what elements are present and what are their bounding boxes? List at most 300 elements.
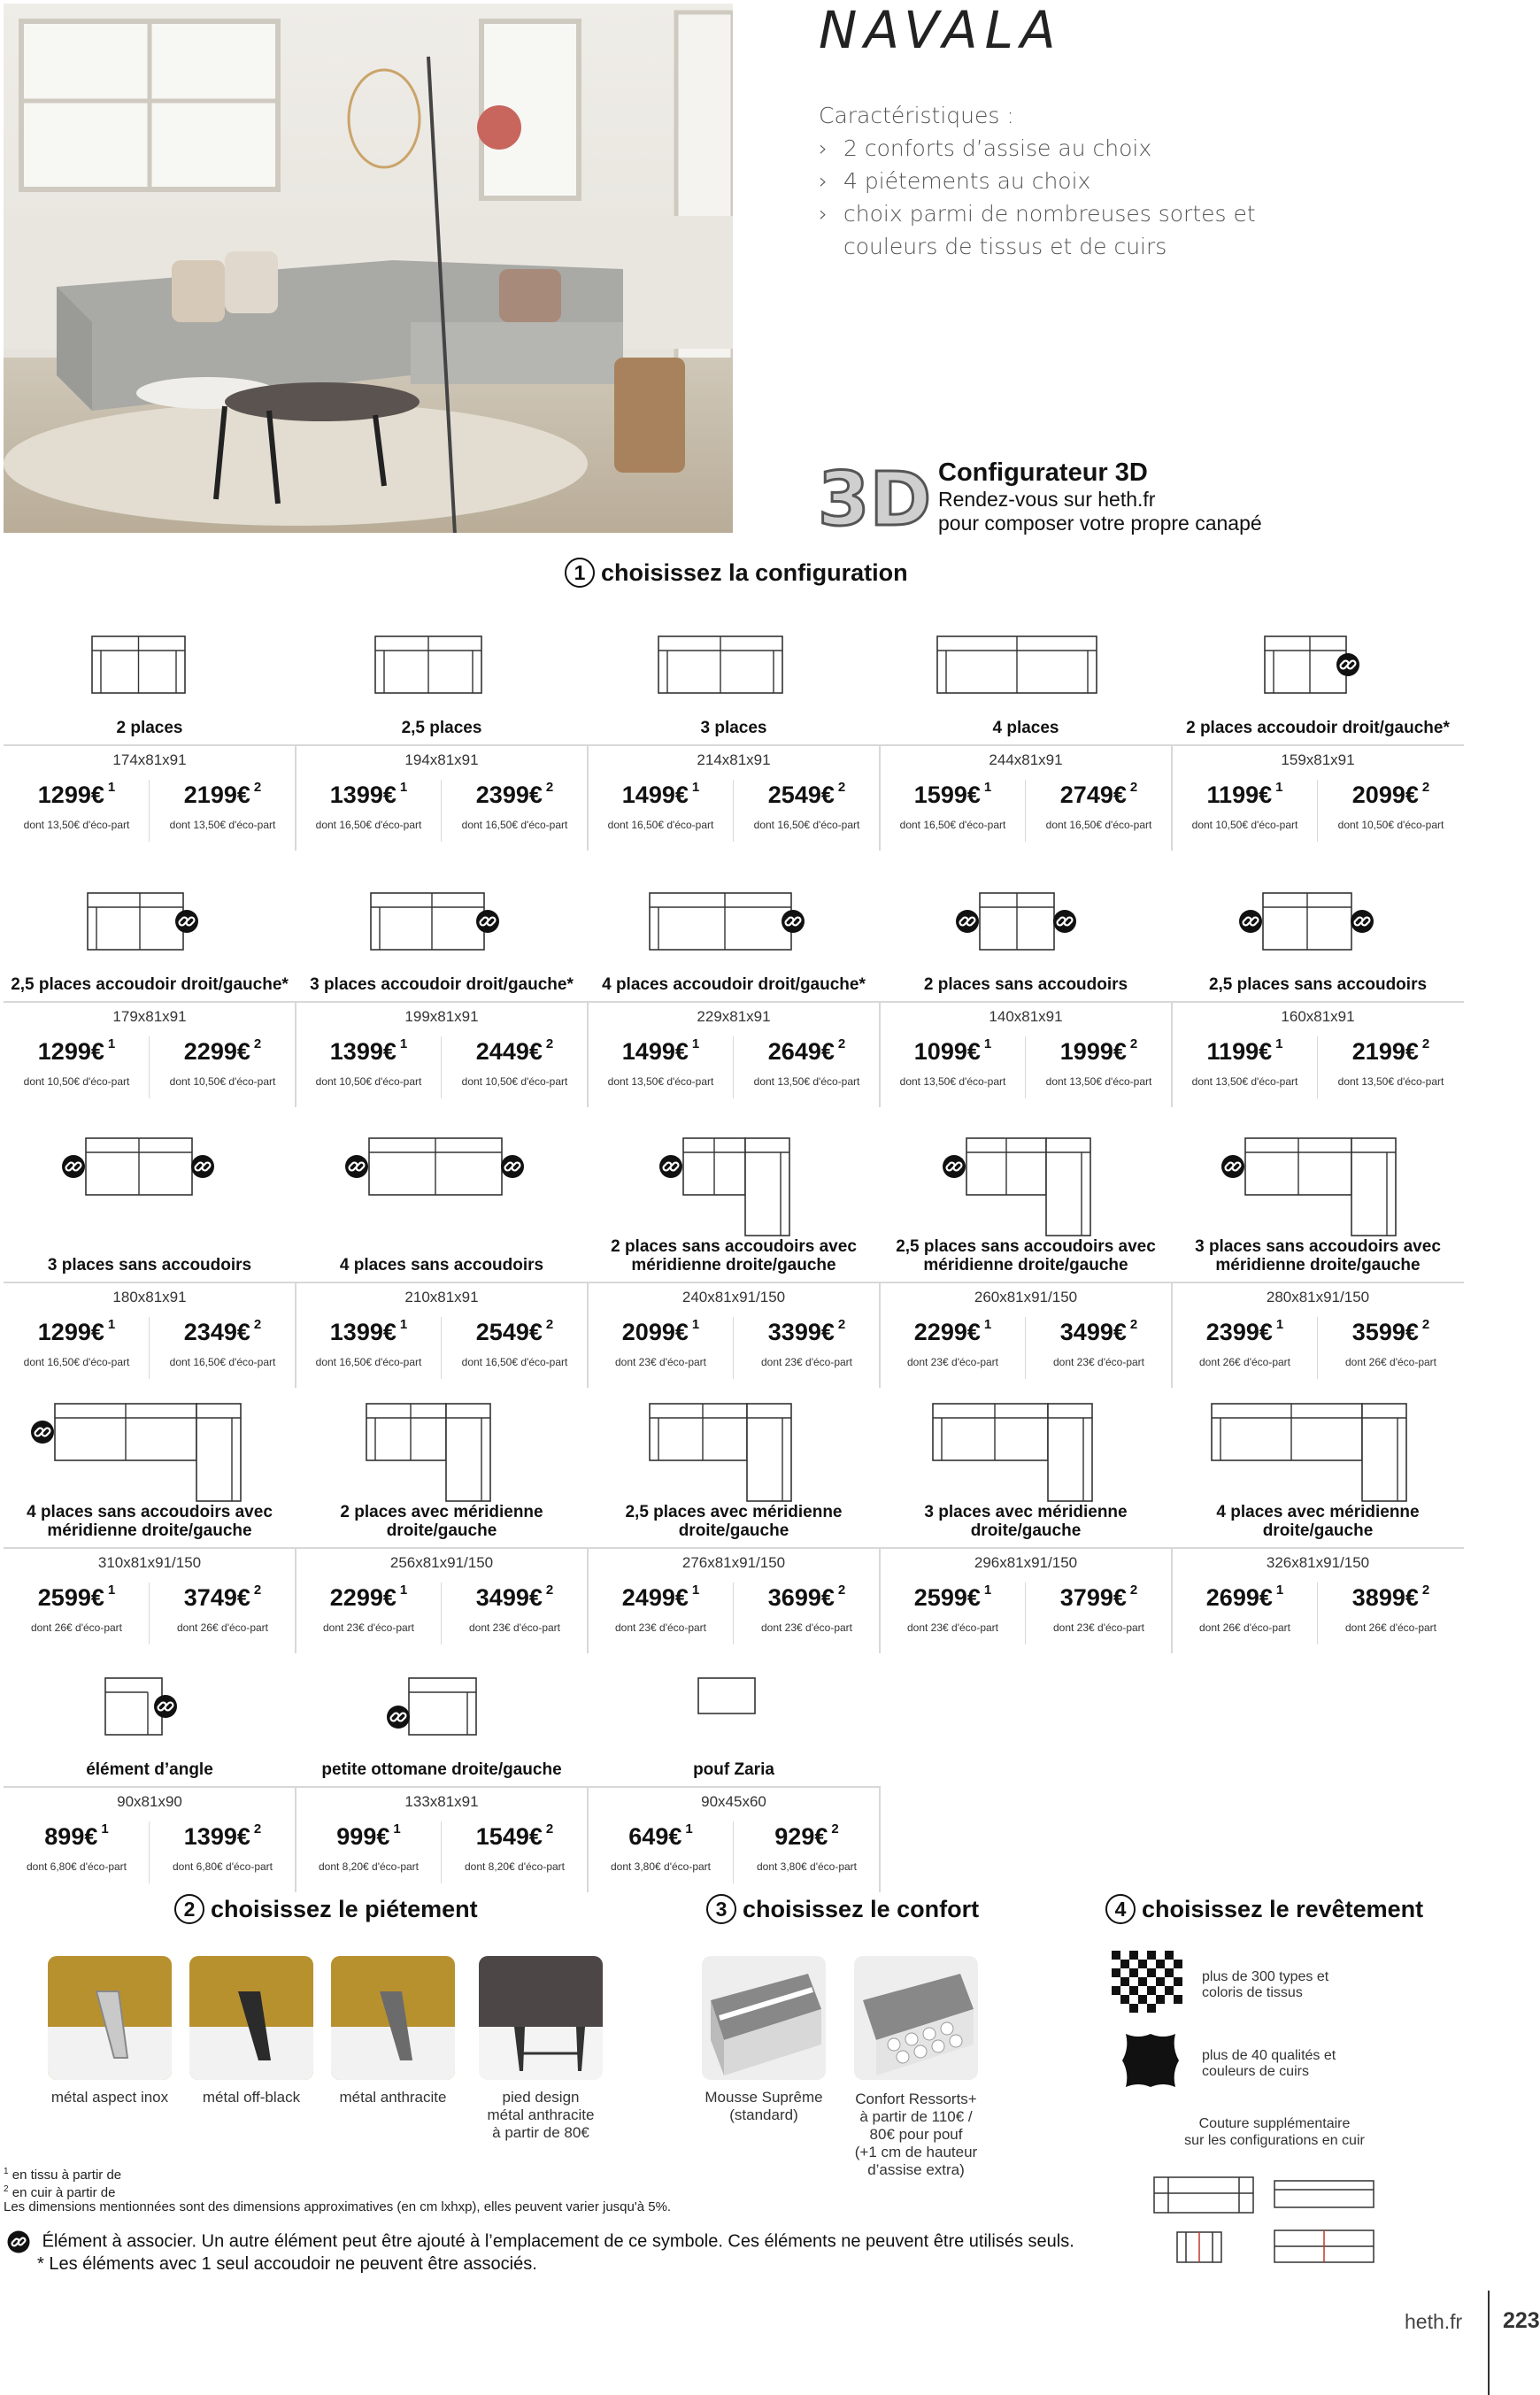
config-cell[interactable] <box>296 1407 588 1646</box>
eco-part-leather: dont 13,50€ d'éco-part <box>753 1075 860 1088</box>
eco-part-leather: dont 13,50€ d'éco-part <box>1337 1075 1444 1088</box>
price-leather <box>442 782 588 809</box>
price-mark: 1 <box>107 780 116 795</box>
link-icon <box>387 1706 410 1729</box>
fabric-texture-icon <box>1108 1947 1184 2018</box>
eco-part-leather: dont 8,20€ d'éco-part <box>464 1860 566 1873</box>
price-fabric <box>1172 1319 1318 1346</box>
price-mark: 1 <box>393 1821 401 1837</box>
comfort-swatch-springs[interactable] <box>854 1956 978 2080</box>
link-icon <box>943 1155 966 1178</box>
price-value: 2099€ <box>621 1319 689 1345</box>
eco-part-fabric: dont 26€ d'éco-part <box>1198 1356 1291 1368</box>
eco-part-leather: dont 10,50€ d'éco-part <box>461 1075 568 1088</box>
price-leather <box>442 1584 588 1612</box>
step-number: 4 <box>1105 1894 1136 1924</box>
price-leather <box>734 1584 880 1612</box>
price-mark: 1 <box>399 1317 408 1332</box>
price-mark: 2 <box>253 1583 262 1598</box>
price-value: 1299€ <box>37 1319 104 1345</box>
row-divider <box>880 1282 1172 1283</box>
link-icon <box>345 1155 368 1178</box>
price-mark: 1 <box>983 1317 992 1332</box>
price-mark: 1 <box>1275 1317 1284 1332</box>
sofa-configuration-icon <box>924 1395 1128 1510</box>
config-label: élément d’angle <box>86 1760 213 1779</box>
config-cell[interactable] <box>1172 615 1464 854</box>
config-dimensions: 260x81x91/150 <box>974 1289 1078 1305</box>
price-leather <box>734 1319 880 1346</box>
logo-3d-text: 3D <box>818 456 931 535</box>
price-fabric <box>296 1584 442 1612</box>
price-mark: 2 <box>545 1036 554 1051</box>
price-value: 1099€ <box>913 1038 981 1065</box>
config-label: 3 places avec méridienne droite/gauche <box>924 1503 1128 1540</box>
leg-caption: métal anthracite <box>339 2089 447 2106</box>
eco-part-fabric: dont 23€ d'éco-part <box>906 1356 999 1368</box>
config-cell[interactable] <box>588 872 880 1111</box>
config-label: 3 places <box>700 719 767 737</box>
config-label: 2 places sans accoudoirs <box>923 975 1128 994</box>
price-value: 2649€ <box>767 1038 835 1065</box>
page-number: 223 <box>1503 2308 1540 2333</box>
link-icon <box>956 910 979 933</box>
price-fabric <box>588 1319 734 1346</box>
row-divider <box>1172 1001 1464 1003</box>
price-mark: 2 <box>837 1036 846 1051</box>
config-cell[interactable] <box>296 1646 588 1885</box>
eco-part-fabric: dont 16,50€ d'éco-part <box>23 1356 130 1368</box>
config-dimensions: 280x81x91/150 <box>1266 1289 1370 1305</box>
features-heading: Caractéristiques : <box>819 103 1014 128</box>
eco-part-fabric: dont 13,50€ d'éco-part <box>1191 1075 1298 1088</box>
eco-part-fabric: dont 16,50€ d'éco-part <box>315 1356 422 1368</box>
price-value: 1549€ <box>475 1823 543 1850</box>
price-mark: 2 <box>1421 1583 1430 1598</box>
config-label: 4 places sans accoudoirs <box>339 1256 544 1275</box>
eco-part-leather: dont 10,50€ d'éco-part <box>1337 819 1444 831</box>
stitch-caption: Couture supplémentaire sur les configurations en cuir <box>1184 2116 1365 2148</box>
price-mark: 2 <box>253 1821 262 1837</box>
link-icon <box>191 1155 214 1178</box>
price-mark: 2 <box>1129 1317 1138 1332</box>
price-leather <box>150 782 296 809</box>
config-label: 4 places avec méridienne droite/gauche <box>1216 1503 1420 1540</box>
row-divider <box>4 744 296 746</box>
config-cell[interactable] <box>4 872 296 1111</box>
config-label: 2 places sans accoudoirs avec méridienne droite/gauche <box>611 1237 857 1275</box>
eco-part-leather: dont 23€ d'éco-part <box>760 1356 853 1368</box>
step-label: choisissez le confort <box>743 1895 980 1922</box>
config-label: 2,5 places sans accoudoirs <box>1208 975 1428 994</box>
price-mark: 1 <box>1275 780 1283 795</box>
price-leather <box>734 1823 880 1851</box>
price-value: 2549€ <box>475 1319 543 1345</box>
price-mark: 1 <box>399 1583 408 1598</box>
eco-part-fabric: dont 10,50€ d'éco-part <box>23 1075 130 1088</box>
price-value: 1399€ <box>329 1319 397 1345</box>
price-mark: 2 <box>545 1583 554 1598</box>
price-leather <box>1318 1584 1464 1612</box>
eco-part-fabric: dont 13,50€ d'éco-part <box>23 819 130 831</box>
step-1-heading <box>565 558 908 588</box>
price-mark: 2 <box>1421 780 1430 795</box>
row-divider <box>588 1282 880 1283</box>
row-divider <box>588 1786 880 1788</box>
eco-part-leather: dont 23€ d'éco-part <box>1052 1621 1145 1634</box>
eco-part-leather: dont 16,50€ d'éco-part <box>169 1356 276 1368</box>
link-icon <box>1336 653 1359 676</box>
eco-part-leather: dont 26€ d'éco-part <box>1344 1621 1437 1634</box>
price-fabric <box>588 1823 734 1851</box>
row-divider <box>296 1001 588 1003</box>
config-dimensions: 199x81x91 <box>404 1008 479 1025</box>
price-mark: 2 <box>1129 780 1138 795</box>
config-dimensions: 326x81x91/150 <box>1266 1554 1370 1571</box>
row-divider <box>296 1282 588 1283</box>
price-leather <box>442 1319 588 1346</box>
features-list <box>819 99 1256 263</box>
link-icon <box>1221 1155 1244 1178</box>
config-label: 2,5 places sans accoudoirs avec méridienne droite/gauche <box>896 1237 1156 1275</box>
price-mark: 1 <box>983 1583 992 1598</box>
price-fabric <box>588 1584 734 1612</box>
price-value: 2399€ <box>1205 1319 1273 1345</box>
leg-swatch-inox[interactable] <box>48 1956 172 2080</box>
price-fabric <box>4 1584 150 1612</box>
price-leather <box>1026 782 1172 809</box>
price-mark: 2 <box>545 780 554 795</box>
stitch-examples-icon <box>1151 2172 1381 2278</box>
price-leather <box>1026 1584 1172 1612</box>
price-mark: 1 <box>399 1036 408 1051</box>
price-fabric <box>296 1038 442 1066</box>
price-value: 3499€ <box>475 1584 543 1611</box>
sofa-configuration-icon <box>61 1129 238 1244</box>
price-leather <box>442 1823 588 1851</box>
price-fabric <box>1172 1584 1318 1612</box>
config-label: 4 places sans accoudoirs avec méridienne droite/gauche <box>27 1503 273 1540</box>
config-cell[interactable] <box>4 1142 296 1381</box>
sofa-configuration-icon <box>641 1395 827 1510</box>
price-value: 1599€ <box>913 782 981 808</box>
config-cell[interactable] <box>880 1407 1172 1646</box>
eco-part-leather: dont 26€ d'éco-part <box>176 1621 269 1634</box>
config-cell[interactable] <box>296 1142 588 1381</box>
feature-item: couleurs de tissus et de cuirs <box>843 234 1167 259</box>
link-icon <box>659 1155 682 1178</box>
config-label: 4 places accoudoir droit/gauche* <box>602 975 866 994</box>
config-cell[interactable] <box>588 1646 880 1885</box>
price-mark: 1 <box>107 1036 116 1051</box>
price-value: 2199€ <box>1351 1038 1419 1065</box>
price-value: 3799€ <box>1059 1584 1127 1611</box>
sofa-configuration-icon <box>344 1129 539 1244</box>
price-mark: 1 <box>691 1317 700 1332</box>
eco-part-leather: dont 16,50€ d'éco-part <box>1045 819 1152 831</box>
config-dimensions: 310x81x91/150 <box>97 1554 202 1571</box>
eco-part-fabric: dont 8,20€ d'éco-part <box>318 1860 420 1873</box>
config-dimensions: 244x81x91 <box>989 751 1063 768</box>
row-divider <box>296 1547 588 1549</box>
price-value: 1199€ <box>1206 1038 1273 1065</box>
config-dimensions: 133x81x91 <box>404 1793 479 1810</box>
price-value: 2299€ <box>329 1584 397 1611</box>
price-value: 2199€ <box>183 782 250 808</box>
eco-part-leather: dont 16,50€ d'éco-part <box>461 819 568 831</box>
sofa-configuration-icon <box>658 1129 809 1244</box>
config-dimensions: 179x81x91 <box>112 1008 187 1025</box>
price-fabric <box>880 1584 1026 1612</box>
link-icon <box>31 1421 54 1444</box>
price-fabric <box>4 782 150 809</box>
row-divider <box>588 744 880 746</box>
eco-part-leather: dont 13,50€ d'éco-part <box>1045 1075 1152 1088</box>
sofa-configuration-icon <box>30 1395 269 1510</box>
price-fabric <box>296 1319 442 1346</box>
price-value: 3499€ <box>1059 1319 1127 1345</box>
price-leather <box>1318 1038 1464 1066</box>
price-value: 3699€ <box>767 1584 835 1611</box>
eco-part-leather: dont 23€ d'éco-part <box>1052 1356 1145 1368</box>
price-value: 2099€ <box>1351 782 1419 808</box>
price-mark: 1 <box>1275 1583 1284 1598</box>
price-leather <box>150 1319 296 1346</box>
link-icon <box>175 910 198 933</box>
price-mark: 2 <box>837 1317 846 1332</box>
eco-part-fabric: dont 6,80€ d'éco-part <box>26 1860 127 1873</box>
price-fabric <box>1172 782 1318 809</box>
price-mark: 1 <box>1275 1036 1283 1051</box>
eco-part-leather: dont 16,50€ d'éco-part <box>753 819 860 831</box>
row-divider <box>4 1001 296 1003</box>
configurator-title: Configurateur 3D <box>938 458 1148 487</box>
row-divider <box>588 1001 880 1003</box>
price-fabric <box>4 1038 150 1066</box>
price-fabric <box>880 1319 1026 1346</box>
config-label: 3 places sans accoudoirs avec méridienne droite/gauche <box>1195 1237 1441 1275</box>
config-dimensions: 296x81x91/150 <box>974 1554 1078 1571</box>
price-value: 2599€ <box>37 1584 104 1611</box>
link-icon <box>1351 910 1374 933</box>
config-dimensions: 194x81x91 <box>404 751 479 768</box>
price-value: 1399€ <box>329 782 397 808</box>
feature-item: › 2 conforts d’assise au choix <box>819 132 1256 165</box>
config-dimensions: 276x81x91/150 <box>681 1554 786 1571</box>
link-icon <box>1239 910 1262 933</box>
config-cell[interactable] <box>296 615 588 854</box>
sofa-configuration-icon <box>942 1129 1110 1244</box>
link-icon <box>782 910 805 933</box>
link-icon <box>501 1155 524 1178</box>
price-fabric <box>4 1319 150 1346</box>
price-mark: 2 <box>253 1036 262 1051</box>
eco-part-leather: dont 13,50€ d'éco-part <box>169 819 276 831</box>
eco-part-fabric: dont 16,50€ d'éco-part <box>899 819 1006 831</box>
config-cell[interactable] <box>4 615 296 854</box>
sofa-configuration-icon <box>358 1395 526 1510</box>
price-leather <box>442 1038 588 1066</box>
row-divider <box>588 1547 880 1549</box>
eco-part-fabric: dont 23€ d'éco-part <box>906 1621 999 1634</box>
price-value: 2749€ <box>1059 782 1127 808</box>
config-cell[interactable] <box>880 615 1172 854</box>
price-mark: 2 <box>545 1821 554 1837</box>
config-dimensions: 214x81x91 <box>697 751 771 768</box>
config-label: 2 places <box>116 719 183 737</box>
price-leather <box>150 1038 296 1066</box>
price-mark: 2 <box>253 1317 262 1332</box>
eco-part-fabric: dont 23€ d'éco-part <box>322 1621 415 1634</box>
link-icon <box>7 2230 30 2253</box>
footer-divider <box>1488 2291 1490 2395</box>
leather-caption: plus de 40 qualités et couleurs de cuirs <box>1202 2048 1336 2079</box>
config-cell[interactable] <box>4 1407 296 1646</box>
config-cell[interactable] <box>588 615 880 854</box>
config-dimensions: 229x81x91 <box>697 1008 771 1025</box>
eco-part-fabric: dont 23€ d'éco-part <box>614 1356 707 1368</box>
price-leather <box>1026 1319 1172 1346</box>
eco-part-fabric: dont 13,50€ d'éco-part <box>607 1075 714 1088</box>
config-label: 2 places accoudoir droit/gauche* <box>1186 719 1450 737</box>
eco-part-leather: dont 3,80€ d'éco-part <box>756 1860 858 1873</box>
price-fabric <box>880 1038 1026 1066</box>
price-value: 1199€ <box>1206 782 1273 808</box>
config-cell[interactable] <box>4 1646 296 1885</box>
price-leather <box>1318 782 1464 809</box>
price-mark: 1 <box>107 1317 116 1332</box>
row-divider <box>4 1786 296 1788</box>
config-cell[interactable] <box>880 1142 1172 1381</box>
price-mark: 1 <box>691 1036 700 1051</box>
config-label: 2,5 places <box>401 719 482 737</box>
row-divider <box>880 1001 1172 1003</box>
leg-swatch-anthracite[interactable] <box>331 1956 455 2080</box>
leg-swatch-off-black[interactable] <box>189 1956 313 2080</box>
configurator-block <box>938 458 1262 535</box>
price-leather <box>150 1584 296 1612</box>
footer-site: heth.fr <box>1405 2310 1463 2333</box>
step-label: choisissez le revêtement <box>1142 1895 1424 1922</box>
step-number: 3 <box>706 1894 736 1924</box>
price-value: 1299€ <box>37 1038 104 1065</box>
configurator-3d-icon[interactable] <box>816 456 931 535</box>
price-mark: 1 <box>101 1821 109 1837</box>
link-icon <box>62 1155 85 1178</box>
fabric-caption: plus de 300 types et coloris de tissus <box>1202 1969 1329 2000</box>
price-value: 3599€ <box>1351 1319 1419 1345</box>
comfort-swatch-foam[interactable] <box>702 1956 826 2080</box>
price-leather <box>1026 1038 1172 1066</box>
config-label: 2 places avec méridienne droite/gauche <box>340 1503 543 1540</box>
config-cell[interactable] <box>1172 1407 1464 1646</box>
config-dimensions: 160x81x91 <box>1281 1008 1355 1025</box>
config-label: 2,5 places accoudoir droit/gauche* <box>11 975 289 994</box>
row-divider <box>1172 1282 1464 1283</box>
link-icon <box>154 1695 177 1718</box>
config-dimensions: 210x81x91 <box>404 1289 479 1305</box>
price-mark: 1 <box>107 1583 116 1598</box>
eco-part-leather: dont 6,80€ d'éco-part <box>172 1860 273 1873</box>
step-4-heading <box>1105 1894 1423 1924</box>
feature-item: › 4 piétements au choix <box>819 165 1256 197</box>
price-fabric <box>880 782 1026 809</box>
price-value: 1499€ <box>621 782 689 808</box>
leg-swatch-design[interactable] <box>479 1956 603 2080</box>
price-fabric <box>588 782 734 809</box>
price-value: 3399€ <box>767 1319 835 1345</box>
row-divider <box>296 744 588 746</box>
config-cell[interactable] <box>880 872 1172 1111</box>
price-value: 2399€ <box>475 782 543 808</box>
config-label: 2,5 places avec méridienne droite/gauche <box>625 1503 843 1540</box>
price-fabric <box>1172 1038 1318 1066</box>
step-2-heading <box>174 1894 478 1924</box>
link-note: Élément à associer. Un autre élément peut être ajouté à l’emplacement de ce symbole. Ces éléments ne peuvent être utilisés seuls. * Les éléments avec 1 seul accoudoir ne peuvent être associés. <box>7 2230 1074 2275</box>
price-value: 2549€ <box>767 782 835 808</box>
price-value: 1299€ <box>37 782 104 808</box>
step-number: 2 <box>174 1894 204 1924</box>
row-divider <box>4 1282 296 1283</box>
price-value: 1999€ <box>1059 1038 1127 1065</box>
price-fabric <box>4 1823 150 1851</box>
row-divider <box>880 744 1172 746</box>
leather-hide-icon <box>1117 2027 1184 2094</box>
price-mark: 2 <box>1421 1317 1430 1332</box>
config-cell[interactable] <box>588 1407 880 1646</box>
price-mark: 2 <box>837 780 846 795</box>
price-mark: 2 <box>1129 1036 1138 1051</box>
step-3-heading <box>706 1894 979 1924</box>
price-mark: 2 <box>837 1583 846 1598</box>
config-dimensions: 240x81x91/150 <box>681 1289 786 1305</box>
config-dimensions: 159x81x91 <box>1281 751 1355 768</box>
eco-part-fabric: dont 10,50€ d'éco-part <box>315 1075 422 1088</box>
price-mark: 1 <box>399 780 408 795</box>
config-cell[interactable] <box>296 872 588 1111</box>
price-value: 1399€ <box>183 1823 250 1850</box>
price-mark: 1 <box>691 1583 700 1598</box>
price-value: 2599€ <box>913 1584 981 1611</box>
configurator-line: pour composer votre propre canapé <box>938 512 1262 535</box>
price-fabric <box>296 782 442 809</box>
config-label: petite ottomane droite/gauche <box>321 1760 562 1779</box>
price-mark: 1 <box>983 780 992 795</box>
eco-part-fabric: dont 3,80€ d'éco-part <box>610 1860 712 1873</box>
price-value: 2349€ <box>183 1319 250 1345</box>
price-mark: 2 <box>831 1821 839 1837</box>
price-value: 929€ <box>774 1823 828 1850</box>
price-mark: 2 <box>253 780 262 795</box>
config-cell[interactable] <box>588 1142 880 1381</box>
eco-part-fabric: dont 13,50€ d'éco-part <box>899 1075 1006 1088</box>
leg-caption: métal aspect inox <box>50 2089 169 2106</box>
row-divider <box>1172 744 1464 746</box>
row-divider <box>1172 1547 1464 1549</box>
eco-part-fabric: dont 16,50€ d'éco-part <box>315 819 422 831</box>
config-cell[interactable] <box>1172 1142 1464 1381</box>
eco-part-fabric: dont 26€ d'éco-part <box>1198 1621 1291 1634</box>
configurator-line: Rendez-vous sur heth.fr <box>938 488 1156 511</box>
config-cell[interactable] <box>1172 872 1464 1111</box>
price-value: 1499€ <box>621 1038 689 1065</box>
eco-part-leather: dont 23€ d'éco-part <box>760 1621 853 1634</box>
price-value: 3899€ <box>1351 1584 1419 1611</box>
price-mark: 2 <box>1421 1036 1430 1051</box>
price-leather <box>150 1823 296 1851</box>
price-value: 999€ <box>336 1823 390 1850</box>
eco-part-leather: dont 10,50€ d'éco-part <box>169 1075 276 1088</box>
